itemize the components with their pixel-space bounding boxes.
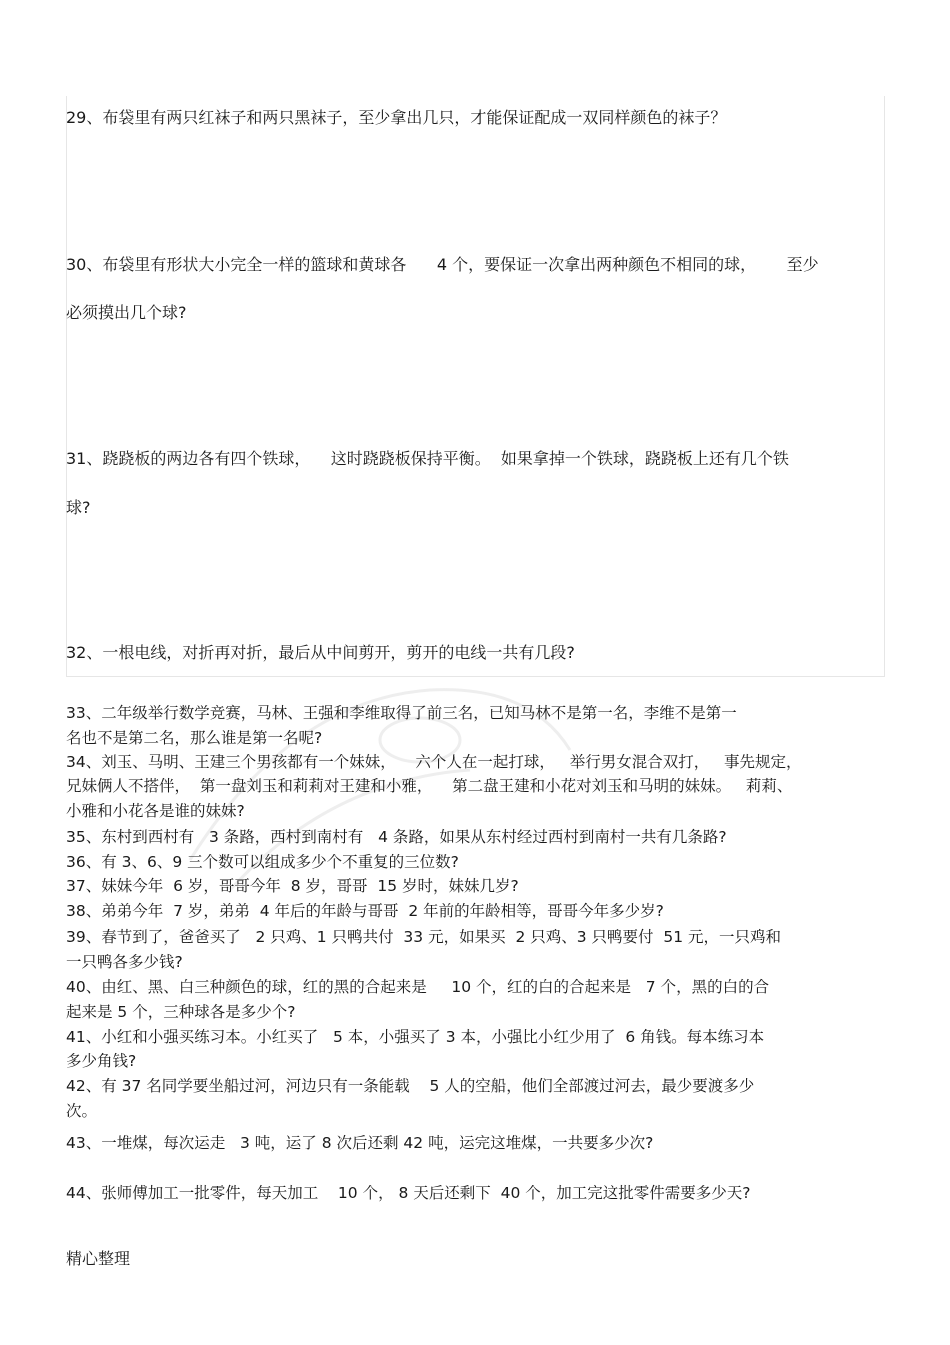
- question-44: 44、张师傅加工一批零件，每天加工 10 个， 8 天后还剩下 40 个，加工完这批零件需要多少天?: [66, 1184, 751, 1202]
- question-43: 43、一堆煤，每次运走 3 吨，运了 8 次后还剩 42 吨，运完这堆煤，一共要多少次?: [66, 1134, 654, 1152]
- question-39-line-1: 39、春节到了，爸爸买了 2 只鸡、1 只鸭共付 33 元，如果买 2 只鸡、3 只鸭要付 51 元，一只鸡和: [66, 928, 782, 946]
- question-37: 37、妹妹今年 6 岁，哥哥今年 8 岁，哥哥 15 岁时，妹妹几岁?: [66, 877, 519, 895]
- question-34-line-1: 34、刘玉、马明、王建三个男孩都有一个妹妹， 六个人在一起打球， 举行男女混合双打， 事先规定，: [66, 753, 802, 771]
- question-33-line-1: 33、二年级举行数学竞赛，马林、王强和李维取得了前三名，已知马林不是第一名，李维不是第一: [66, 704, 737, 722]
- question-30-line-2: 必须摸出几个球?: [66, 303, 187, 322]
- question-39-line-2: 一只鸭各多少钱?: [66, 953, 183, 971]
- question-42-line-2: 次。: [66, 1102, 98, 1120]
- question-box: [66, 96, 885, 677]
- question-34-line-3: 小雅和小花各是谁的妹妹?: [66, 802, 245, 820]
- question-32: 32、一根电线，对折再对折，最后从中间剪开，剪开的电线一共有几段?: [66, 643, 575, 662]
- question-41-line-2: 多少角钱?: [66, 1052, 137, 1070]
- question-33-line-2: 名也不是第二名，那么谁是第一名呢?: [66, 729, 323, 747]
- question-31-line-2: 球?: [66, 498, 91, 517]
- question-38: 38、弟弟今年 7 岁，弟弟 4 年后的年龄与哥哥 2 年前的年龄相等，哥哥今年多少岁?: [66, 902, 664, 920]
- question-30-line-1: 30、布袋里有形状大小完全一样的篮球和黄球各 4 个，要保证一次拿出两种颜色不相同的球， 至少: [66, 255, 819, 274]
- question-31-line-1: 31、跷跷板的两边各有四个铁球， 这时跷跷板保持平衡。 如果拿掉一个铁球，跷跷板上还有几个铁: [66, 449, 789, 468]
- footer-text: 精心整理: [66, 1249, 131, 1268]
- question-41-line-1: 41、小红和小强买练习本。小红买了 5 本，小强买了 3 本，小强比小红少用了 6 角钱。每本练习本: [66, 1028, 765, 1046]
- question-36: 36、有 3、6、9 三个数可以组成多少个不重复的三位数?: [66, 853, 459, 871]
- question-34-line-2: 兄妹俩人不搭伴， 第一盘刘玉和莉莉对王建和小雅， 第二盘王建和小花对刘玉和马明的妹妹。 莉莉、: [66, 777, 793, 795]
- question-35: 35、东村到西村有 3 条路，西村到南村有 4 条路，如果从东村经过西村到南村一共有几条路?: [66, 828, 727, 846]
- question-29: 29、布袋里有两只红袜子和两只黑袜子，至少拿出几只，才能保证配成一双同样颜色的袜子？: [66, 108, 727, 127]
- question-40-line-1: 40、由红、黑、白三种颜色的球，红的黑的合起来是 10 个，红的白的合起来是 7 个，黑的白的合: [66, 978, 770, 996]
- question-42-line-1: 42、有 37 名同学要坐船过河，河边只有一条能载 5 人的空船，他们全部渡过河去，最少要渡多少: [66, 1077, 755, 1095]
- question-40-line-2: 起来是 5 个，三种球各是多少个?: [66, 1003, 296, 1021]
